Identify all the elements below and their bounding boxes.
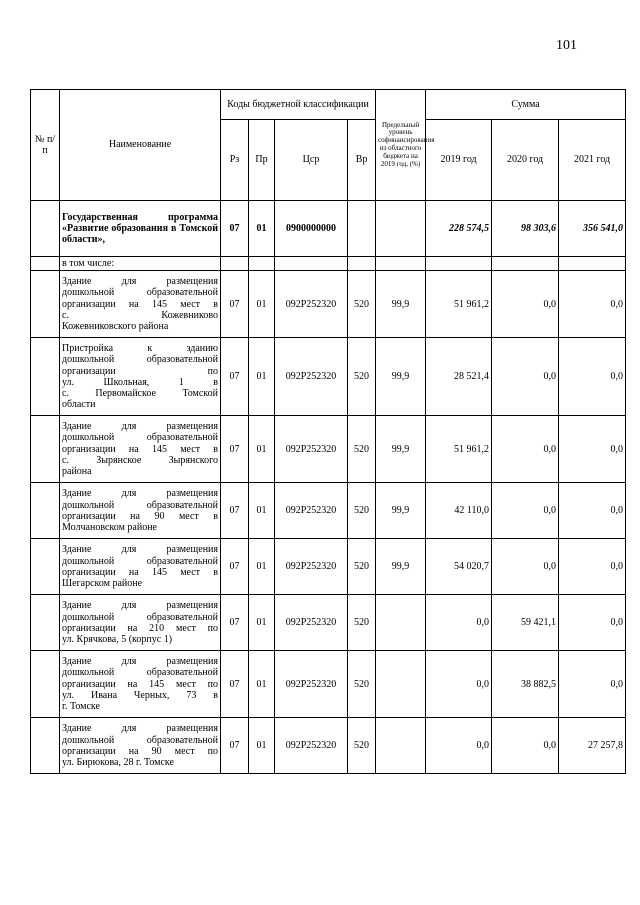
program-csr: 0900000000 [275, 201, 348, 257]
table-row [31, 718, 626, 774]
table-row [31, 595, 626, 651]
cell-pct [376, 651, 426, 718]
name-line: Здание для размещения [62, 421, 218, 433]
program-2020: 98 303,6 [492, 201, 559, 257]
header-2019: 2019 год [426, 120, 492, 201]
name-line: организации на 90 мест по [62, 745, 218, 757]
name-line: Здание для размещения [62, 600, 218, 612]
cell-2021: 0,0 [559, 539, 626, 595]
name-line: дошкольной образовательной [62, 432, 218, 444]
table-row [31, 539, 626, 595]
cell-number [31, 338, 60, 416]
cell-pct: 99,9 [376, 338, 426, 416]
cell-vr: 520 [348, 271, 376, 338]
table-body [31, 201, 626, 774]
table-row [31, 651, 626, 718]
name-line: с. Первомайское Томской [62, 387, 218, 399]
cell-csr: 092P252320 [275, 718, 348, 774]
name-line: организации по [62, 365, 218, 377]
cell-rz: 07 [221, 483, 249, 539]
name-line: Здание для размещения [62, 544, 218, 556]
cell-vr: 520 [348, 338, 376, 416]
name-line: дошкольной образовательной [62, 667, 218, 679]
cell-2019: 0,0 [426, 718, 492, 774]
cell-number [31, 539, 60, 595]
name-line: дошкольной образовательной [62, 611, 218, 623]
cell-2019: 54 020,7 [426, 539, 492, 595]
cell-pr: 01 [249, 595, 275, 651]
cell-vr: 520 [348, 595, 376, 651]
cell-csr: 092P252320 [275, 416, 348, 483]
cell-pr: 01 [249, 651, 275, 718]
cell-vr: 520 [348, 483, 376, 539]
name-line: области [62, 399, 96, 411]
cell-number [31, 718, 60, 774]
header-codes: Коды бюджетной классификации [221, 90, 376, 120]
header-2021: 2021 год [559, 120, 626, 201]
cell-rz: 07 [221, 595, 249, 651]
name-line: дошкольной образовательной [62, 287, 218, 299]
cell-vr: 520 [348, 651, 376, 718]
table-header [31, 90, 626, 201]
header-number: № п/п [31, 90, 60, 201]
program-pct [376, 201, 426, 257]
cell-number [31, 257, 60, 271]
name-line: Здание для размещения [62, 488, 218, 500]
name-line: дошкольной образовательной [62, 555, 218, 567]
name-line: организации на 145 мест в [62, 566, 218, 578]
cell-2020: 38 882,5 [492, 651, 559, 718]
cell-name [60, 539, 221, 595]
cell-2021: 0,0 [559, 483, 626, 539]
name-line: Молчановском районе [62, 521, 157, 533]
program-name: Государственная программа «Развитие образования в Томской области», [60, 201, 221, 257]
name-line: Пристройка к зданию [62, 343, 218, 355]
cell-name [60, 595, 221, 651]
cell-2019: 51 961,2 [426, 271, 492, 338]
cell-vr: 520 [348, 416, 376, 483]
cell-name [60, 651, 221, 718]
name-line: организации на 210 мест по [62, 622, 218, 634]
cell-csr: 092P252320 [275, 651, 348, 718]
name-line: Кожевниковского района [62, 320, 169, 332]
name-line: дошкольной образовательной [62, 734, 218, 746]
cell-2020: 0,0 [492, 271, 559, 338]
header-sum: Сумма [426, 90, 626, 120]
header-rz: Рз [221, 120, 249, 201]
cell-name [60, 483, 221, 539]
cell-name [60, 271, 221, 338]
name-line: ул. Ивана Черных, 73 в [62, 689, 218, 701]
program-row [31, 201, 626, 257]
name-line: с. Зырянское Зырянского [62, 454, 218, 466]
cell-2020: 0,0 [492, 539, 559, 595]
table-row [31, 416, 626, 483]
name-line: организации на 90 мест в [62, 510, 218, 522]
cell-csr: 092P252320 [275, 595, 348, 651]
cell-pr: 01 [249, 483, 275, 539]
cell-name [60, 338, 221, 416]
header-name: Наименование [60, 90, 221, 201]
cell-number [31, 416, 60, 483]
cell-rz: 07 [221, 416, 249, 483]
name-line: Здание для размещения [62, 656, 218, 668]
cell-pct [376, 595, 426, 651]
cell-2019: 51 961,2 [426, 416, 492, 483]
cell-2020: 0,0 [492, 416, 559, 483]
cell-2021: 27 257,8 [559, 718, 626, 774]
cell-pr: 01 [249, 416, 275, 483]
cell-vr: 520 [348, 718, 376, 774]
cell-2019: 28 521,4 [426, 338, 492, 416]
cell-2021: 0,0 [559, 651, 626, 718]
table-row [31, 483, 626, 539]
header-limit: Предельный уровень софинансирования из областного бюджета на 2019 год, (%) [376, 90, 426, 201]
name-line: организации на 145 мест в [62, 443, 218, 455]
program-2021: 356 541,0 [559, 201, 626, 257]
cell-pct [376, 718, 426, 774]
cell-number [31, 483, 60, 539]
name-line: ул. Крячкова, 5 (корпус 1) [62, 633, 173, 645]
cell-pct: 99,9 [376, 483, 426, 539]
cell-2020: 0,0 [492, 718, 559, 774]
cell-2021: 0,0 [559, 271, 626, 338]
cell-rz: 07 [221, 539, 249, 595]
header-csr: Цср [275, 120, 348, 201]
cell-2019: 0,0 [426, 595, 492, 651]
cell-csr: 092P252320 [275, 271, 348, 338]
name-line: Здание для размещения [62, 723, 218, 735]
name-line: с. Кожевниково [62, 309, 218, 321]
name-line: дошкольной образовательной [62, 499, 218, 511]
budget-table [30, 89, 626, 774]
cell-csr: 092P252320 [275, 539, 348, 595]
name-line: района [62, 465, 92, 477]
name-line: ул. Школьная, 1 в [62, 376, 218, 388]
cell-rz: 07 [221, 271, 249, 338]
cell-rz: 07 [221, 338, 249, 416]
cell-2020: 0,0 [492, 338, 559, 416]
name-line: г. Томске [62, 700, 100, 712]
cell-csr: 092P252320 [275, 338, 348, 416]
cell-pct: 99,9 [376, 539, 426, 595]
program-rz: 07 [221, 201, 249, 257]
cell-csr: 092P252320 [275, 483, 348, 539]
name-line: Здание для размещения [62, 276, 218, 288]
cell-pr: 01 [249, 539, 275, 595]
cell-vr: 520 [348, 539, 376, 595]
cell-rz: 07 [221, 651, 249, 718]
name-line: организации на 145 мест по [62, 678, 218, 690]
cell-pct: 99,9 [376, 416, 426, 483]
header-pr: Пр [249, 120, 275, 201]
cell-name [60, 718, 221, 774]
cell-2021: 0,0 [559, 416, 626, 483]
cell-number [31, 271, 60, 338]
table-row [31, 271, 626, 338]
cell-pr: 01 [249, 718, 275, 774]
cell-number [31, 595, 60, 651]
cell-number [31, 651, 60, 718]
cell-2019: 0,0 [426, 651, 492, 718]
program-2019: 228 574,5 [426, 201, 492, 257]
page-number: 101 [556, 38, 577, 53]
header-vr: Вр [348, 120, 376, 201]
name-line: дошкольной образовательной [62, 354, 218, 366]
cell-pr: 01 [249, 271, 275, 338]
table-row [31, 338, 626, 416]
name-line: Шегарском районе [62, 577, 143, 589]
cell-pr: 01 [249, 338, 275, 416]
cell-rz: 07 [221, 718, 249, 774]
cell-2020: 59 421,1 [492, 595, 559, 651]
including-row [31, 257, 626, 271]
name-line: организации на 145 мест в [62, 298, 218, 310]
cell-pct: 99,9 [376, 271, 426, 338]
including-label: в том числе: [60, 257, 221, 271]
program-pr: 01 [249, 201, 275, 257]
cell-number [31, 201, 60, 257]
cell-name [60, 416, 221, 483]
name-line: ул. Бирюкова, 28 г. Томске [62, 756, 174, 768]
cell-2019: 42 110,0 [426, 483, 492, 539]
program-vr [348, 201, 376, 257]
cell-2020: 0,0 [492, 483, 559, 539]
cell-2021: 0,0 [559, 338, 626, 416]
cell-2021: 0,0 [559, 595, 626, 651]
header-2020: 2020 год [492, 120, 559, 201]
